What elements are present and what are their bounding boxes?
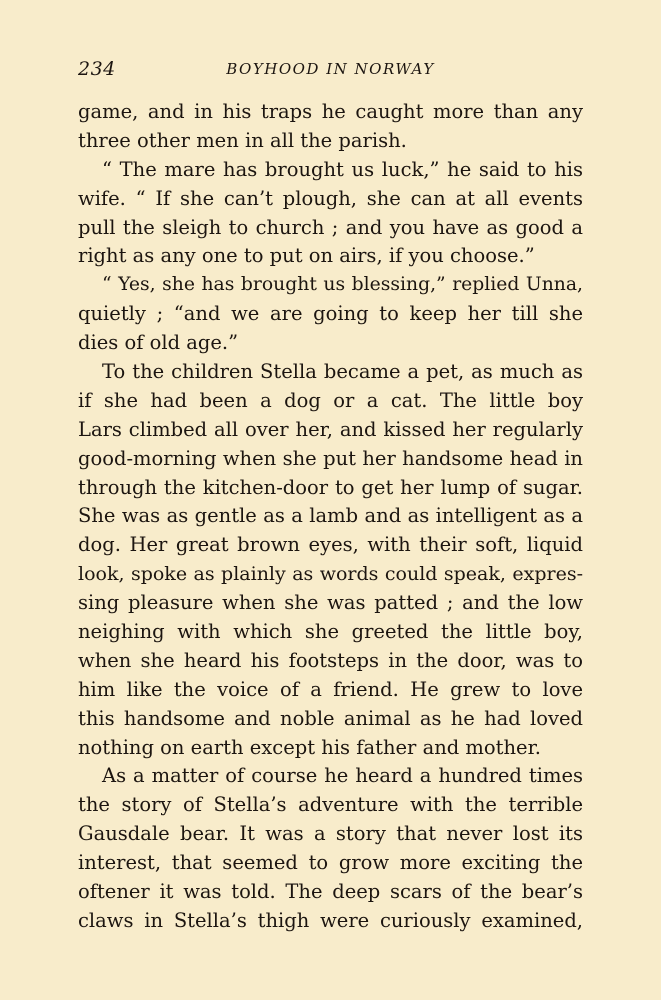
- text-line: good-morning when she put her handsome head in: [78, 446, 583, 470]
- text-line: look, spoke as plainly as words could speak, expres-: [78, 563, 583, 586]
- text-line: quietly ; “and we are going to keep her till she: [78, 302, 583, 326]
- text-line: oftener it was told. The deep scars of the bear’s: [78, 880, 583, 904]
- text-line: “ Yes, she has brought us blessing,” replied Unna,: [102, 274, 583, 296]
- text-line: the story of Stella’s adventure with the terrible: [78, 793, 583, 817]
- text-line: interest, that seemed to grow more exciting the: [78, 851, 583, 875]
- text-line: this handsome and noble animal as he had loved: [78, 706, 583, 730]
- text-line: through the kitchen-door to get her lump of sugar.: [78, 475, 583, 499]
- text-line: Gausdale bear. It was a story that never lost its: [78, 822, 583, 846]
- text-line: Lars climbed all over her, and kissed her regularly: [78, 417, 583, 441]
- text-line: wife. “ If she can’t plough, she can at all events: [78, 186, 583, 210]
- text-line: game, and in his traps he caught more than any: [78, 100, 583, 123]
- text-line: claws in Stella’s thigh were curiously examined,: [78, 908, 583, 932]
- page-header: [78, 58, 583, 84]
- text-line: dies of old age.”: [78, 331, 239, 355]
- text-line: him like the voice of a friend. He grew to love: [78, 677, 583, 701]
- text-line: She was as gentle as a lamb and as intelligent as a: [78, 504, 583, 528]
- text-line: “ The mare has brought us luck,” he said to his: [102, 157, 583, 181]
- text-line: To the children Stella became a pet, as much as: [102, 360, 583, 384]
- text-line: pull the sleigh to church ; and you have as good a: [78, 215, 583, 239]
- text-line: right as any one to put on airs, if you choose.”: [78, 244, 535, 268]
- text-line: dog. Her great brown eyes, with their soft, liquid: [78, 533, 583, 557]
- text-line: As a matter of course he heard a hundred times: [102, 764, 583, 788]
- text-line: if she had been a dog or a cat. The little boy: [78, 388, 583, 412]
- text-line: sing pleasure when she was patted ; and the low: [78, 591, 583, 615]
- text-line: neighing with which she greeted the little boy,: [78, 620, 583, 644]
- page-number: 234: [78, 58, 116, 80]
- text-line: nothing on earth except his father and mother.: [78, 735, 541, 759]
- text-line: three other men in all the parish.: [78, 128, 407, 152]
- text-line: when she heard his footsteps in the door, was to: [78, 648, 583, 672]
- running-title: BOYHOOD IN NORWAY: [226, 60, 435, 78]
- body-text: [78, 98, 583, 936]
